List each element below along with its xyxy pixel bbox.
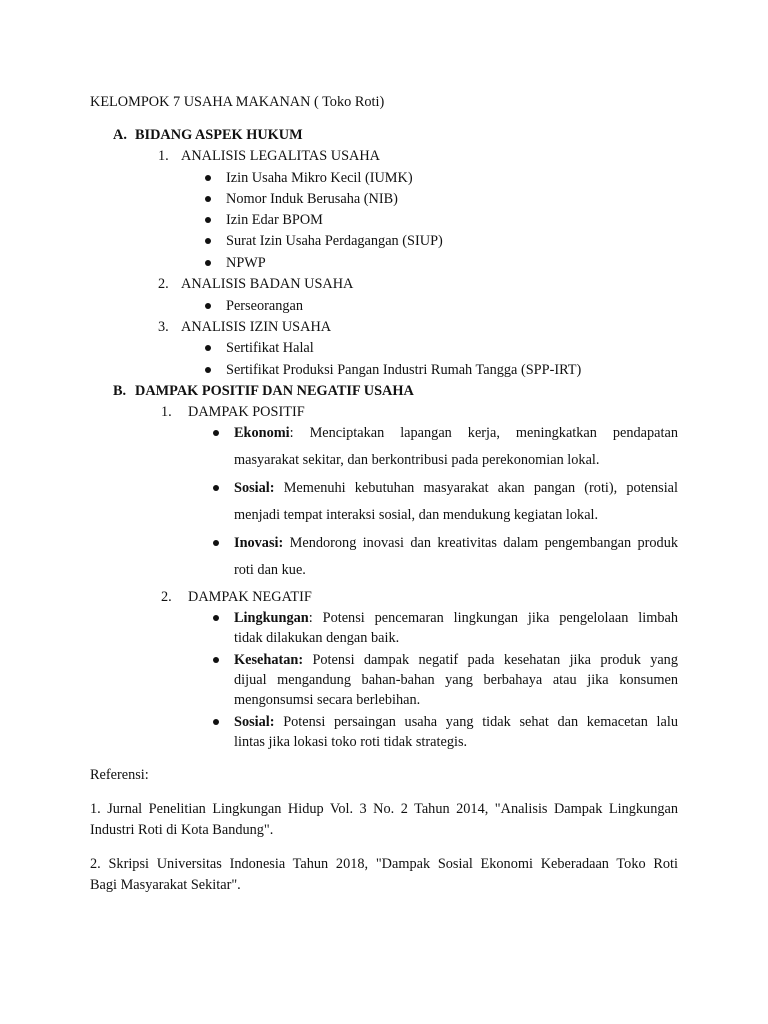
- section-a-label: A.: [113, 127, 127, 143]
- section-a-heading: BIDANG ASPEK HUKUM: [135, 127, 303, 143]
- impact-text-continuation: menjadi tempat interaksi sosial, dan mendukung kegiatan lokal.: [234, 507, 599, 523]
- bullet-icon: [205, 260, 211, 266]
- subsection-title-izin-usaha: ANALISIS IZIN USAHA: [181, 319, 332, 335]
- impact-item-ekonomi: Ekonomi: Menciptakan lapangan kerja, meningkatkan pendapatan: [234, 425, 678, 441]
- subsection-title-legalitas: ANALISIS LEGALITAS USAHA: [181, 148, 381, 164]
- impact-term: Kesehatan:: [234, 652, 304, 668]
- subsection-number: 3.: [158, 319, 169, 335]
- impact-term: Ekonomi: [234, 425, 290, 441]
- subsection-title-dampak-positif: DAMPAK POSITIF: [188, 404, 305, 420]
- impact-term: Lingkungan: [234, 610, 309, 626]
- bullet-icon: [213, 540, 219, 546]
- list-item: Sertifikat Produksi Pangan Industri Rumah Tangga (SPP-IRT): [226, 362, 582, 378]
- reference-item-continuation: Industri Roti di Kota Bandung".: [90, 822, 274, 838]
- bullet-icon: [205, 238, 211, 244]
- subsection-number: 1.: [161, 404, 172, 420]
- impact-item-lingkungan: Lingkungan: Potensi pencemaran lingkungan jika pengelolaan limbah: [234, 610, 678, 626]
- subsection-title-dampak-negatif: DAMPAK NEGATIF: [188, 589, 312, 605]
- bullet-icon: [205, 196, 211, 202]
- document-title: KELOMPOK 7 USAHA MAKANAN ( Toko Roti): [90, 94, 385, 110]
- references-heading: Referensi:: [90, 767, 149, 783]
- impact-text-continuation: lintas jika lokasi toko roti tidak strategis.: [234, 734, 468, 750]
- list-item: Izin Edar BPOM: [226, 212, 323, 228]
- subsection-number: 2.: [161, 589, 172, 605]
- bullet-icon: [205, 367, 211, 373]
- impact-item-inovasi: Inovasi: Mendorong inovasi dan kreativitas dalam pengembangan produk: [234, 535, 679, 551]
- impact-item-kesehatan: Kesehatan: Potensi dampak negatif pada kesehatan jika produk yang: [234, 652, 678, 668]
- impact-text-continuation: mengonsumsi secara berlebihan.: [234, 692, 421, 708]
- subsection-number: 1.: [158, 148, 169, 164]
- subsection-title-badan-usaha: ANALISIS BADAN USAHA: [181, 276, 354, 292]
- section-b-label: B.: [113, 383, 127, 399]
- bullet-icon: [205, 217, 211, 223]
- bullet-icon: [213, 485, 219, 491]
- impact-item-sosial-negatif: Sosial: Potensi persaingan usaha yang tidak sehat dan kemacetan lalu: [234, 714, 678, 730]
- impact-text-continuation: dijual mengandung bahan-bahan yang berbahaya atau jika konsumen: [234, 672, 678, 688]
- bullet-icon: [213, 615, 219, 621]
- bullet-icon: [213, 719, 219, 725]
- list-item: Perseorangan: [226, 298, 304, 314]
- bullet-icon: [205, 345, 211, 351]
- impact-term: Sosial:: [234, 714, 275, 730]
- reference-item: 1. Jurnal Penelitian Lingkungan Hidup Vol. 3 No. 2 Tahun 2014, "Analisis Dampak Lingkungan: [90, 801, 678, 817]
- list-item: Izin Usaha Mikro Kecil (IUMK): [226, 170, 413, 186]
- bullet-icon: [205, 303, 211, 309]
- bullet-icon: [213, 657, 219, 663]
- list-item: Sertifikat Halal: [226, 340, 314, 356]
- impact-term: Inovasi:: [234, 535, 284, 551]
- list-item: NPWP: [226, 255, 266, 271]
- subsection-number: 2.: [158, 276, 169, 292]
- impact-text-continuation: tidak dilakukan dengan baik.: [234, 630, 400, 646]
- impact-term: Sosial:: [234, 480, 275, 496]
- list-item: Surat Izin Usaha Perdagangan (SIUP): [226, 233, 443, 249]
- impact-text-continuation: roti dan kue.: [234, 562, 306, 578]
- impact-item-sosial: Sosial: Memenuhi kebutuhan masyarakat akan pangan (roti), potensial: [234, 480, 678, 496]
- section-b-heading: DAMPAK POSITIF DAN NEGATIF USAHA: [135, 383, 414, 399]
- bullet-icon: [213, 430, 219, 436]
- bullet-icon: [205, 175, 211, 181]
- impact-text-continuation: masyarakat sekitar, dan berkontribusi pada perekonomian lokal.: [234, 452, 600, 468]
- reference-item-continuation: Bagi Masyarakat Sekitar".: [90, 877, 241, 893]
- reference-item: 2. Skripsi Universitas Indonesia Tahun 2018, "Dampak Sosial Ekonomi Keberadaan Toko Roti: [90, 856, 678, 872]
- list-item: Nomor Induk Berusaha (NIB): [226, 191, 398, 207]
